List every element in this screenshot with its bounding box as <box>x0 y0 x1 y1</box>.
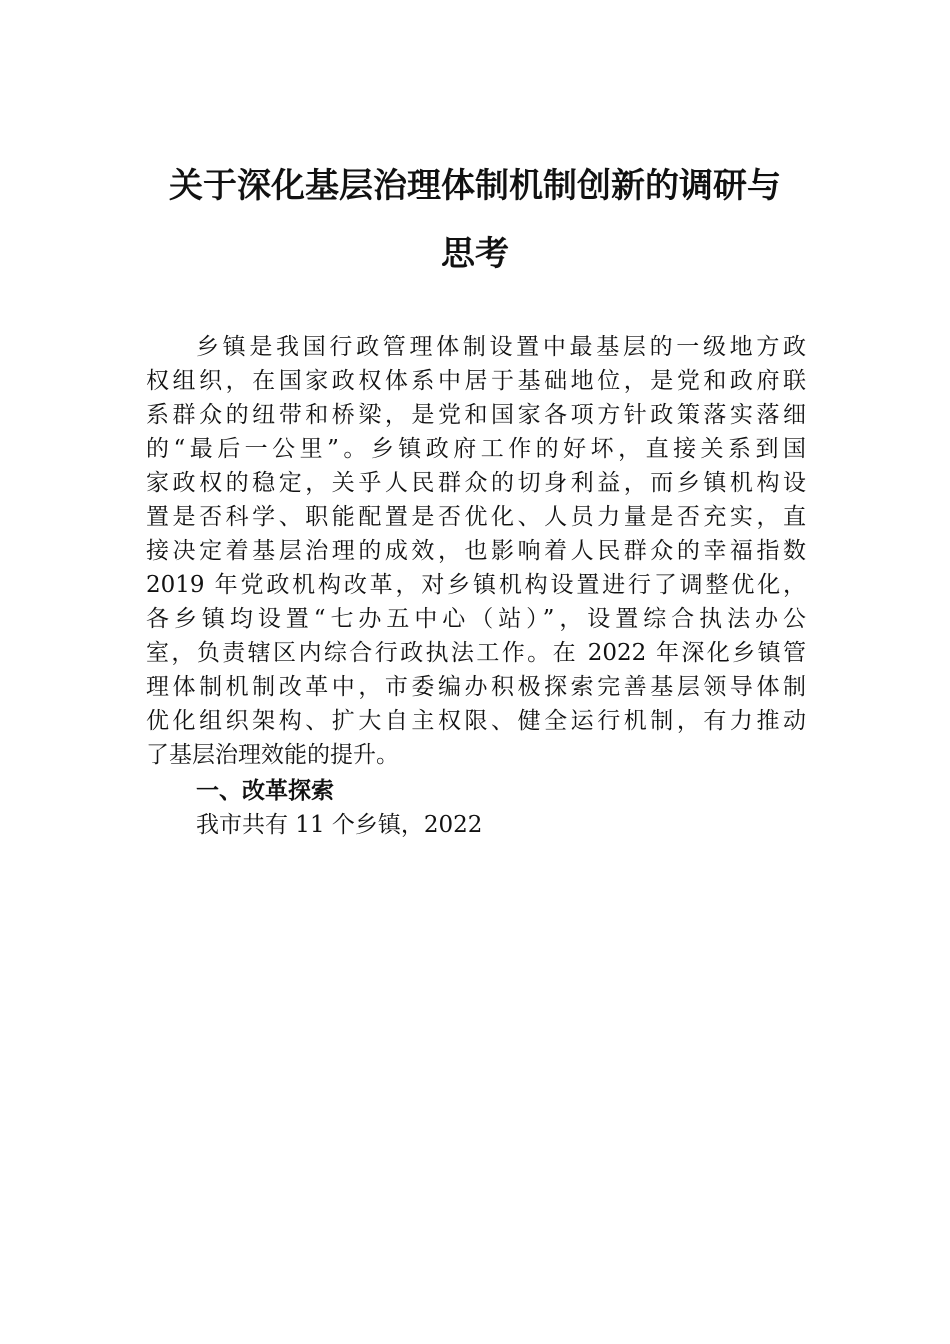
paragraph-line: 各乡镇均设置“七办五中心（站）”，设置综合执法办公 <box>146 606 806 632</box>
paragraph-line: 优化组织架构、扩大自主权限、健全运行机制，有力推动 <box>146 708 806 734</box>
document-title-line-1: 关于深化基层治理体制机制创新的调研与 <box>169 166 781 206</box>
section-text: 我市共有 11 个乡镇，2022 <box>196 812 483 838</box>
paragraph-line: 的“最后一公里”。乡镇政府工作的好坏，直接关系到国 <box>146 436 806 462</box>
paragraph-line: 接决定着基层治理的成效，也影响着人民群众的幸福指数 <box>146 538 806 564</box>
paragraph-line: 了基层治理效能的提升。 <box>146 742 399 768</box>
paragraph-line: 室，负责辖区内综合行政执法工作。在 2022 年深化乡镇管 <box>146 640 806 666</box>
paragraph-line: 置是否科学、职能配置是否优化、人员力量是否充实，直 <box>146 504 806 530</box>
paragraph-line: 权组织，在国家政权体系中居于基础地位，是党和政府联 <box>146 368 806 394</box>
section-heading: 一、改革探索 <box>196 778 334 804</box>
paragraph-line: 乡镇是我国行政管理体制设置中最基层的一级地方政 <box>196 334 806 360</box>
paragraph-line: 2019 年党政机构改革，对乡镇机构设置进行了调整优化， <box>146 572 806 598</box>
paragraph-line: 系群众的纽带和桥梁，是党和国家各项方针政策落实落细 <box>146 402 806 428</box>
paragraph-line: 理体制机制改革中，市委编办积极探索完善基层领导体制 <box>146 674 806 700</box>
document-body <box>146 330 806 842</box>
document-title-line-2: 思考 <box>441 234 509 274</box>
paragraph-line: 家政权的稳定，关乎人民群众的切身利益，而乡镇机构设 <box>146 470 806 496</box>
